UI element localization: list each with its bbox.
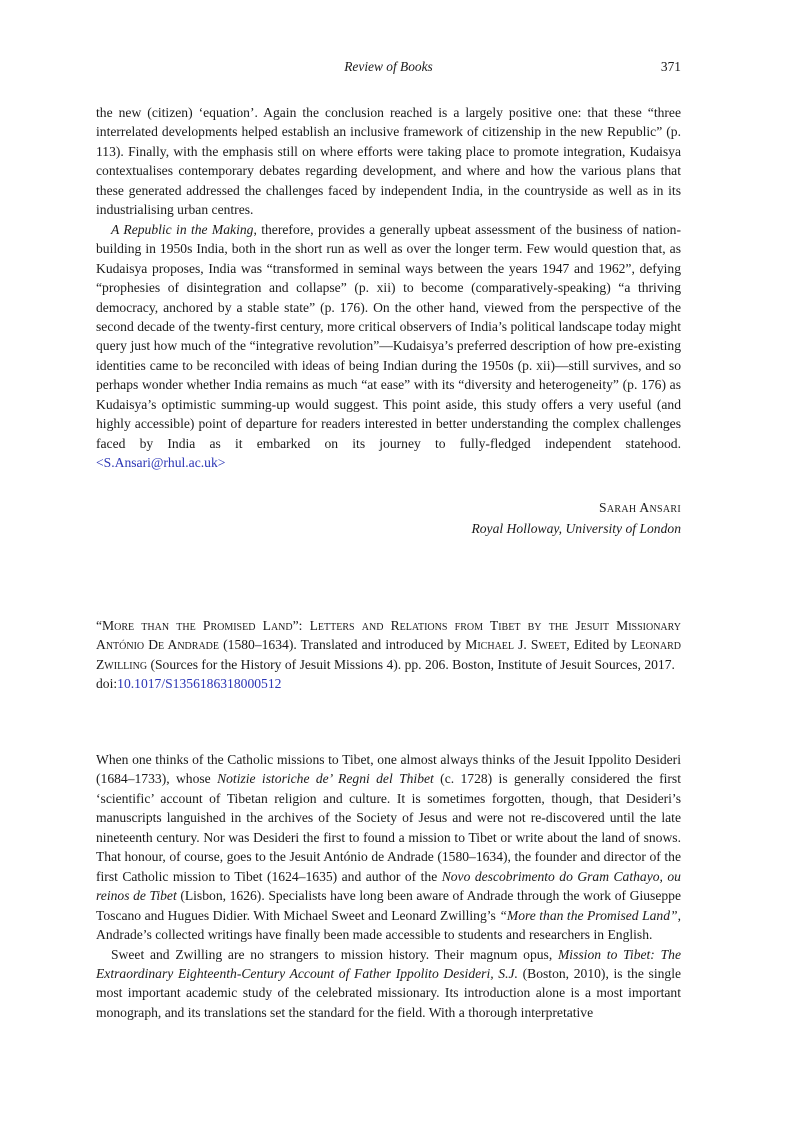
citation-series: (Sources for the History of Jesuit Missions 4). pp. 206. Boston, Institute of Jesuit Sources, 2017.	[147, 656, 675, 672]
book-title: “More than the Promised Land”: Letters and Relations from Tibet by the Jesuit Missionary António De Andrade	[96, 618, 681, 653]
paragraph-text: (Lisbon, 1626). Specialists have long been aware of Andrade through the work of Giuseppe Toscano and Hugues Didier. With Michael Sweet and Leonard Zwilling’s	[96, 888, 681, 923]
paragraph-text: Sweet and Zwilling are no strangers to mission history. Their magnum opus,	[111, 946, 558, 962]
paragraph-text: (Boston, 2010), is the single most important academic study of the celebrated missionary. Its introduction alone is a most important monograph, and its translations set the standard for the field. With a thorough interpretative	[96, 965, 681, 1020]
paragraph-text: the new (citizen) ‘equation’. Again the conclusion reached is a largely positive one: that these “three interrelated developments helped establish an inclusive framework of citizenship in the new Republic” (p. 113). Finally, with the emphasis still on where efforts were taking place to promote integration, Kudaisya contextualises contemporary debates regarding development, and where and how the various plans that these generated addressed the challenges faced by independent India, in the countryside as well as in its industrialising urban centres.	[96, 105, 681, 218]
citation-text: , Edited by	[566, 637, 632, 653]
email-link[interactable]	[96, 455, 225, 470]
paragraph	[96, 103, 681, 220]
doi-link[interactable]: 10.1017/S1356186318000512	[117, 676, 282, 692]
paragraph-text: When one thinks of the Catholic missions to Tibet, one almost always thinks of the Jesuit Ippolito Desideri (1684–1733), whose	[96, 752, 681, 787]
book-title-italic: Notizie istoriche de’ Regni del Thibet	[217, 771, 434, 787]
page-number: 371	[660, 59, 681, 74]
paragraph-text: (c. 1728) is generally considered the first ‘scientific’ account of Tibetan religion and culture. It is sometimes forgotten, though, that Desideri’s manuscripts languished in the archives of the Society of Jesus and were not re-discovered until the late nineteenth century. Nor was Desideri the first to found a mission to Tibet or write about the land of snows. That honour, of course, goes to the Jesuit António de Andrade (1580–1634), the founder and director of the first Catholic mission to Tibet (1624–1635) and author of the	[96, 771, 681, 884]
review-2-citation	[96, 616, 681, 694]
paragraph	[96, 220, 681, 473]
translator-name: Michael J. Sweet	[465, 637, 567, 653]
doi-line	[96, 674, 681, 693]
email-address[interactable]: S.Ansari@rhul.ac.uk	[103, 455, 218, 471]
book-title-italic: A Republic in the Making	[111, 221, 254, 237]
book-citation	[96, 616, 681, 674]
email-bracket-open: <	[96, 455, 104, 471]
citation-dates: (1580–1634). Translated and introduced by	[219, 637, 466, 653]
paragraph-text: , Andrade’s collected writings have finally been made accessible to students and researchers in English.	[96, 907, 681, 943]
reviewer-name: Sarah Ansari	[599, 500, 681, 515]
running-title: Review of Books	[344, 59, 433, 74]
paragraph-text: , therefore, provides a generally upbeat assessment of the business of nation-building in 1950s India, both in the short run as well as over the longer term. Few would question that, as Kudaisya proposes, India was “transformed in seminal ways between the years 1947 and 1962”, defying “prophesies of disintegration and collapse” (p. xii) to become (comparatively-speaking) “a thriving democracy, anchored by a stable state” (p. 176). On the other hand, viewed from the perspective of the second decade of the twenty-first century, more critical observers of India’s political landscape today might query just how much of the “integrative revolution”—Kudaisya’s preferred description of how pre-existing identities came to be reconciled with ideas of being Indian during the 1950s (p. xii)—still survives, and so perhaps wonder whether India remains as much “at ease” with its “diversity and heterogeneity” (p. 176) as Kudaisya’s optimistic summing-up would suggest. This point aside, this study offers a very useful (and highly accessible) point of departure for readers interested in better understanding the complex challenges faced by India as it embarked on its journey to fully-fledged independent statehood.	[96, 221, 681, 451]
running-header	[96, 59, 681, 79]
paragraph	[96, 945, 681, 1023]
book-title-italic: Mission to Tibet: The Extraordinary Eighteenth-Century Account of Father Ippolito Desideri, S.J.	[96, 946, 681, 981]
paragraph	[96, 750, 681, 945]
reviewer-affiliation: Royal Holloway, University of London	[471, 521, 681, 536]
book-title-italic: Novo descobrimento do Gram Cathayo, ou reinos de Tibet	[96, 868, 681, 904]
editor-name: Leonard Zwilling	[96, 637, 681, 672]
review-2-body	[96, 750, 681, 1022]
email-bracket-close: >	[217, 455, 226, 471]
reviewer-signature	[471, 497, 681, 539]
doi-label: doi:	[96, 676, 118, 692]
book-title-italic: “More than the Promised Land”	[499, 907, 678, 923]
review-1-body	[96, 103, 681, 473]
